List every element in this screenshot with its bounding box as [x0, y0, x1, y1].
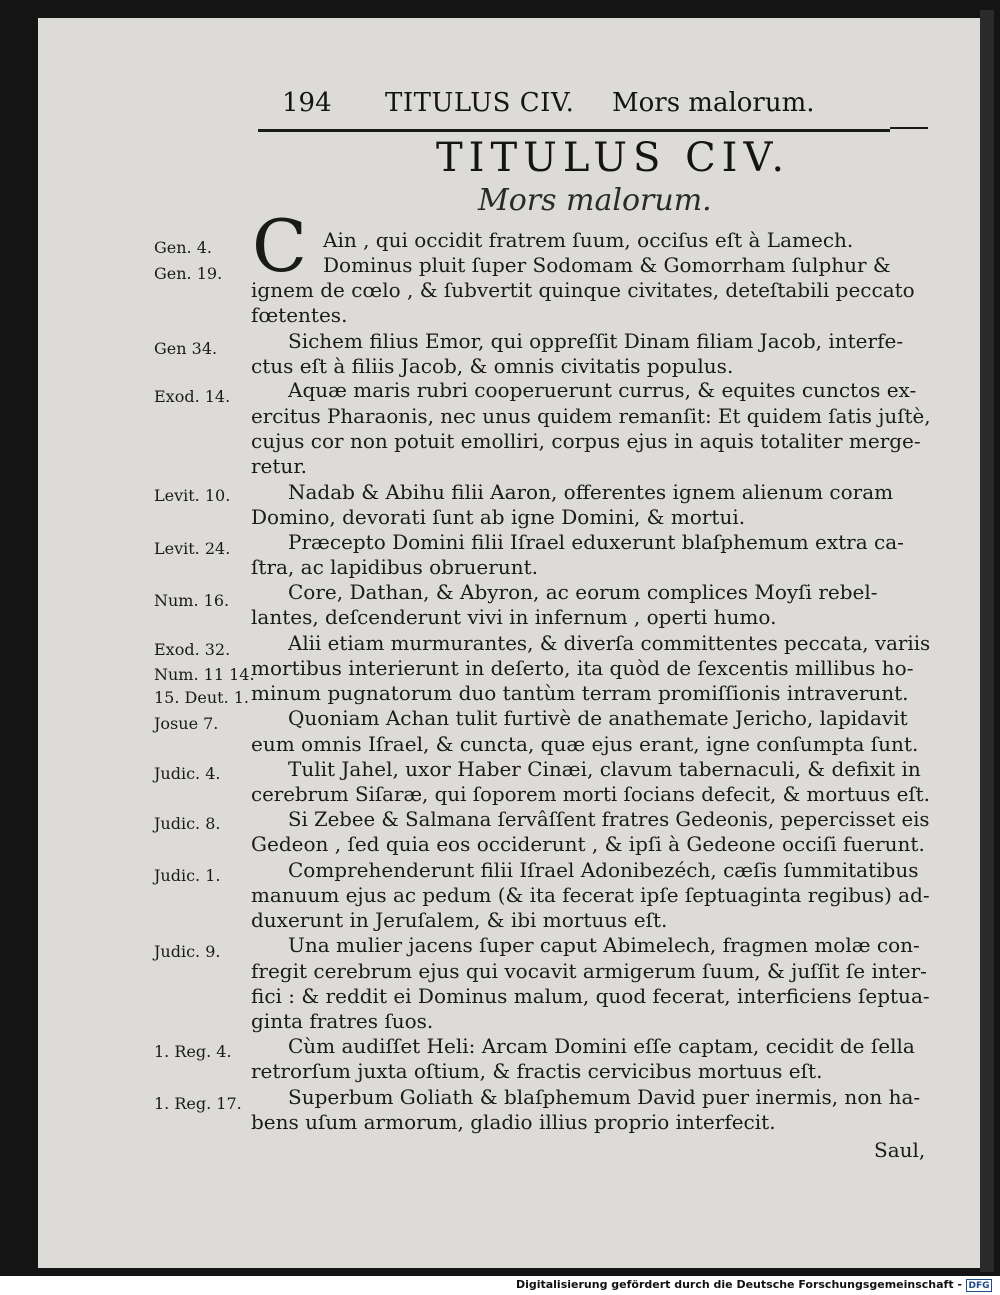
text-line: ſtra, ac lapidibus obruerunt. [251, 555, 538, 579]
text-line: bens uſum armorum, gladio illius proprio interfecit. [251, 1110, 776, 1134]
text-line: mortibus interierunt in deſerto, ita quòd de ſexcentis millibus ho- [251, 656, 914, 680]
text-line: Tulit Jahel, uxor Haber Cinæi, clavum tabernaculi, & defixit in [288, 757, 921, 781]
margin-note: 1. Reg. 17. [154, 1094, 242, 1113]
header-rule [258, 129, 890, 132]
footer-bar [0, 1276, 1000, 1295]
text-line: minum pugnatorum duo tantùm terram promiſſionis intraverunt. [251, 681, 909, 705]
text-line: Sichem filius Emor, qui oppreſſit Dinam filiam Jacob, interfe- [288, 329, 904, 353]
text-line: manuum ejus ac pedum (& ita fecerat ipſe ſeptuaginta regibus) ad- [251, 883, 930, 907]
text-line: cujus cor non potuit emolliri, corpus ejus in aquis totaliter merge- [251, 429, 921, 453]
drop-cap: C [252, 204, 308, 288]
margin-note: Gen. 19. [154, 264, 223, 283]
text-line: Core, Dathan, & Abyron, ac eorum complices Moyſi rebel- [288, 580, 878, 604]
page-subtitle: Mors malorum. [478, 183, 712, 218]
text-line: eum omnis Iſrael, & cuncta, quæ ejus erant, igne conſumpta ſunt. [251, 732, 919, 756]
page-number: 194 [282, 88, 332, 118]
text-line: Gedeon , ſed quia eos occiderunt , & ipſi à Gedeone occiſi fuerunt. [251, 832, 925, 856]
text-line: ctus eſt à filiis Jacob, & omnis civitatis populus. [251, 354, 734, 378]
margin-note: Josue 7. [154, 714, 219, 733]
catchword: Saul, [874, 1138, 926, 1162]
text-line: retrorſum juxta oſtium, & fractis cervicibus mortuus eſt. [251, 1059, 823, 1083]
page-edge [980, 10, 994, 1272]
page-title: TITULUS CIV. [436, 135, 791, 181]
text-line: ercitus Pharaonis, nec unus quidem remanſit: Et quidem ſatis juſtè, [251, 404, 931, 428]
margin-note: Levit. 10. [154, 486, 231, 505]
margin-note: Judic. 8. [154, 814, 221, 833]
footer-credit: Digitalisierung gefördert durch die Deutsche Forschungsgemeinschaft - [515, 1278, 962, 1291]
text-line: Quoniam Achan tulit furtivè de anathemate Jericho, lapidavit [288, 706, 908, 730]
text-line: fœtentes. [251, 303, 348, 327]
margin-note: Num. 11 14. [154, 665, 255, 684]
running-head-title: TITULUS CIV. [385, 88, 575, 118]
margin-note: Exod. 32. [154, 640, 231, 659]
text-line: Superbum Goliath & blaſphemum David puer inermis, non ha- [288, 1085, 921, 1109]
text-line: Præcepto Domini filii Iſrael eduxerunt blaſphemum extra ca- [288, 530, 904, 554]
margin-note: Exod. 14. [154, 387, 231, 406]
text-line: ginta fratres ſuos. [251, 1009, 434, 1033]
text-line: Alii etiam murmurantes, & diverſa committentes peccata, variis [288, 631, 931, 655]
text-line: Si Zebee & Salmana ſervâſſent fratres Gedeonis, pepercisset eis [288, 807, 930, 831]
text-line: Cùm audiſſet Heli: Arcam Domini eſſe captam, cecidit de ſella [288, 1034, 915, 1058]
text-line: fregit cerebrum ejus qui vocavit armigerum ſuum, & juſſit ſe inter- [251, 959, 927, 983]
margin-note: Gen. 4. [154, 238, 212, 257]
dfg-logo[interactable]: DFG [966, 1279, 992, 1292]
text-line: fici : & reddit ei Dominus malum, quod fecerat, interficiens ſeptua- [251, 984, 930, 1008]
text-line: cerebrum Siſaræ, qui ſoporem morti ſocians defecit, & mortuus eſt. [251, 782, 930, 806]
text-line: Ain , qui occidit fratrem ſuum, occiſus eſt à Lamech. [323, 228, 854, 252]
running-head-subtitle: Mors malorum. [612, 88, 815, 118]
text-line: Aquæ maris rubri cooperuerunt currus, & equites cunctos ex- [288, 378, 917, 402]
text-line: duxerunt in Jeruſalem, & ibi mortuus eſt. [251, 908, 668, 932]
margin-note: Gen 34. [154, 339, 218, 358]
margin-note: 15. Deut. 1. [154, 688, 249, 707]
text-line: lantes, deſcenderunt vivi in infernum , operti humo. [251, 605, 777, 629]
text-line: Comprehenderunt filii Iſrael Adonibezéch, cæſis ſummitatibus [288, 858, 919, 882]
text-line: Nadab & Abihu filii Aaron, offerentes ignem alienum coram [288, 480, 894, 504]
margin-note: Judic. 4. [154, 764, 221, 783]
margin-note: Judic. 9. [154, 942, 221, 961]
text-line: ignem de cœlo , & ſubvertit quinque civitates, deteſtabili peccato [251, 278, 915, 302]
margin-note: 1. Reg. 4. [154, 1042, 232, 1061]
header-rule-tail [890, 127, 928, 129]
text-line: Domino, devorati ſunt ab igne Domini, & mortui. [251, 505, 746, 529]
text-line: Una mulier jacens ſuper caput Abimelech, fragmen molæ con- [288, 933, 920, 957]
margin-note: Judic. 1. [154, 866, 221, 885]
text-line: Dominus pluit ſuper Sodomam & Gomorrham ſulphur & [323, 253, 891, 277]
text-line: retur. [251, 454, 308, 478]
margin-note: Levit. 24. [154, 539, 231, 558]
margin-note: Num. 16. [154, 591, 230, 610]
